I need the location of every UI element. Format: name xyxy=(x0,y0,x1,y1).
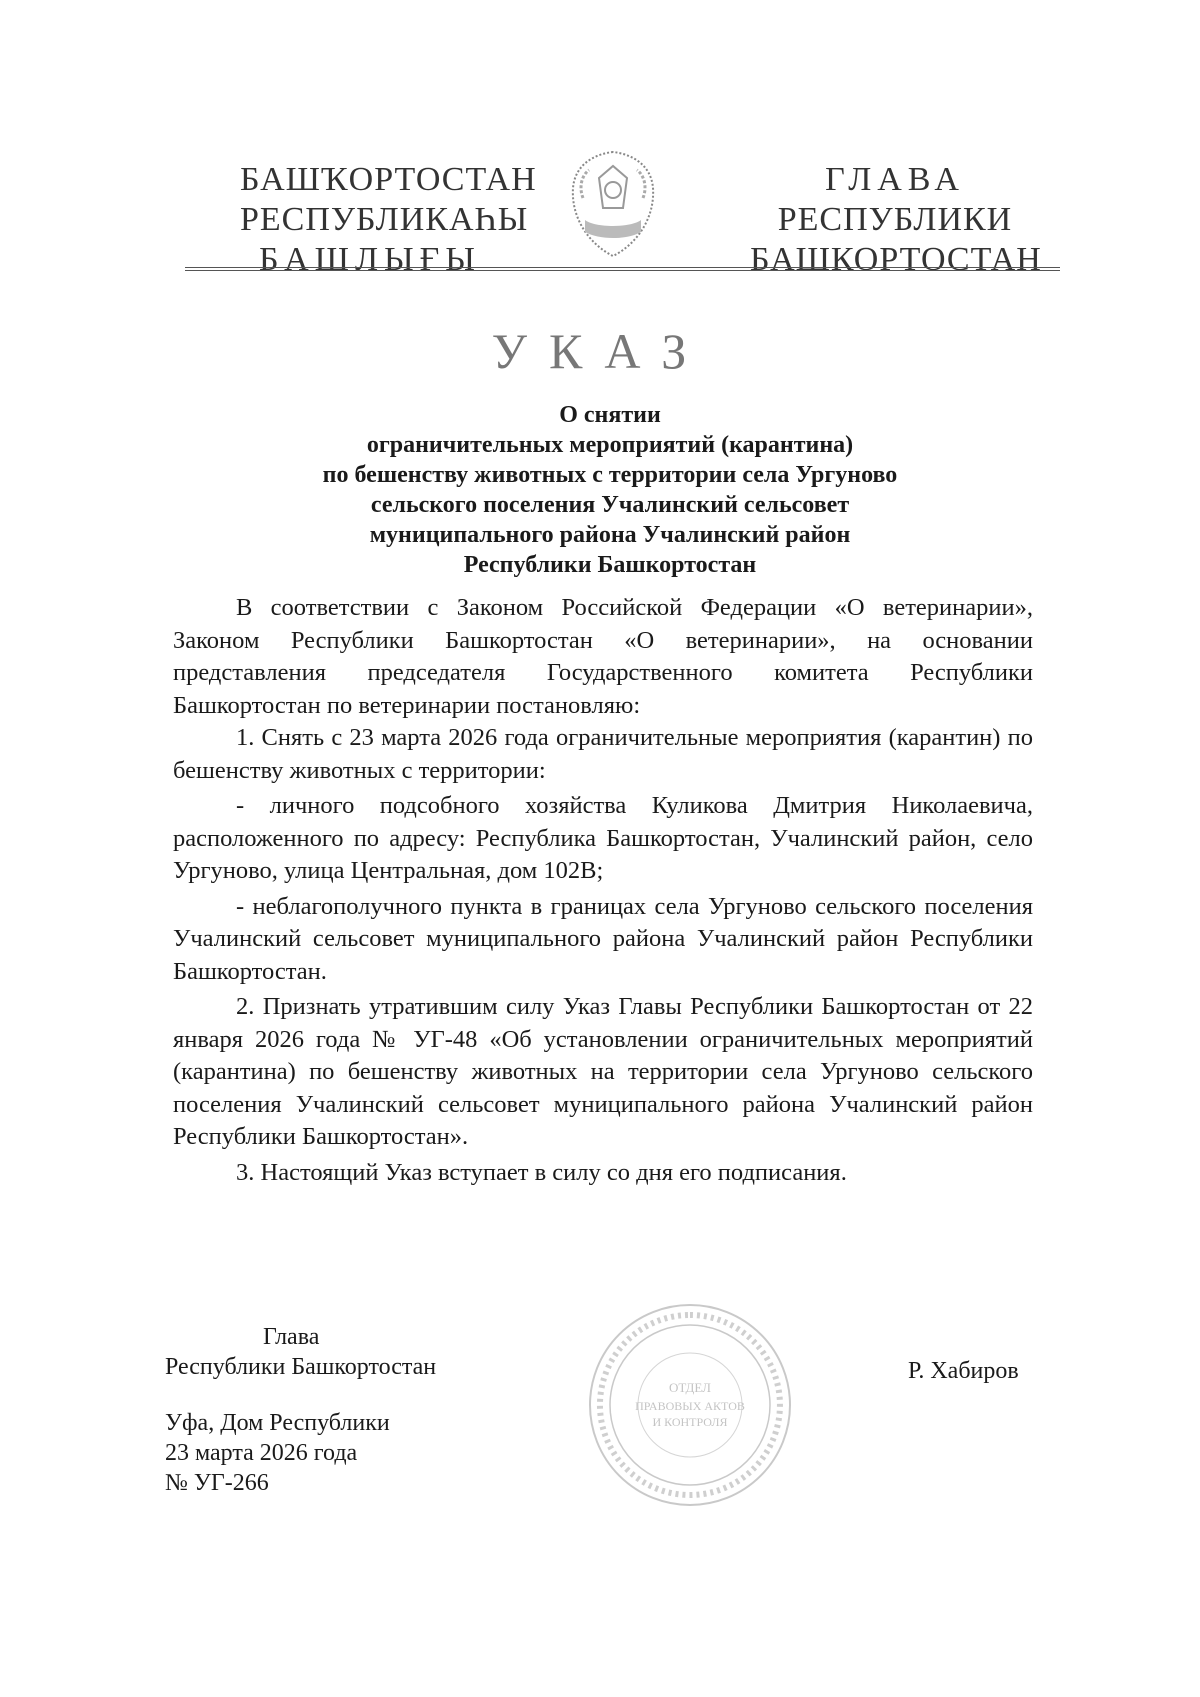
clause-1-item-a: - личного подсобного хозяйства Куликова Дмитрия Николаевича, расположенного по адресу: Республика Башкортостан, Учалинский район, село Ургуново, улица Центральная, дом 102В; xyxy=(173,792,1033,884)
title-line: Республики Башкортостан xyxy=(463,552,757,578)
title-line: по бешенству животных с территории села Ургуново xyxy=(322,462,898,488)
issue-details xyxy=(165,1408,390,1498)
title-line: О снятии xyxy=(559,402,661,428)
official-seal-stamp xyxy=(585,1300,795,1510)
seal-text-line: И КОНТРОЛЯ xyxy=(652,1415,728,1429)
signatory-role-line1: Глава xyxy=(263,1324,320,1350)
header-left-line: РЕСПУБЛИКАҺЫ xyxy=(240,201,529,238)
title-line: ограничительных мероприятий (карантина) xyxy=(366,432,854,458)
header-right-russian xyxy=(750,160,1040,280)
header-left-line: БАШҠОРТОСТАН xyxy=(240,161,537,198)
coat-of-arms-emblem xyxy=(565,148,661,260)
signatory-role xyxy=(165,1322,436,1382)
header-left-line: БАШЛЫҒЫ xyxy=(259,241,481,278)
header-right-line: РЕСПУБЛИКИ xyxy=(777,201,1013,238)
issue-date: 23 марта 2026 года xyxy=(165,1440,358,1466)
document-type-heading: УКАЗ xyxy=(491,323,709,379)
clause-2: 2. Признать утратившим силу Указ Главы Республики Башкортостан от 22 января 2026 года № УГ-48 «Об установлении ограничительных мероприятий (карантина) по бешенству животных на территории села Ургуново сельского поселения Учалинский сельсовет муниципального района Учалинский район Республики Башкортостан». xyxy=(173,993,1033,1150)
header-left-bashkir xyxy=(240,160,537,280)
clause-3: 3. Настоящий Указ вступает в силу со дня его подписания. xyxy=(236,1158,847,1186)
issue-place: Уфа, Дом Республики xyxy=(165,1410,390,1436)
header-divider xyxy=(185,267,1060,271)
title-line: муниципального района Учалинский район xyxy=(369,522,851,548)
title-line: сельского поселения Учалинский сельсовет xyxy=(370,492,850,518)
seal-text-line: ОТДЕЛ xyxy=(669,1380,711,1395)
header-right-line: ГЛАВА xyxy=(825,161,965,198)
signatory-name: Р. Хабиров xyxy=(908,1358,1019,1384)
signatory-role-line2: Республики Башкортостан xyxy=(165,1354,437,1380)
clause-1-item-b: - неблагополучного пункта в границах села Ургуново сельского поселения Учалинский сельсовет муниципального района Учалинский район Республики Башкортостан. xyxy=(173,892,1033,985)
header-right-line: БАШКОРТОСТАН xyxy=(750,241,1042,278)
seal-text-line: ПРАВОВЫХ АКТОВ xyxy=(635,1399,745,1413)
clause-1: 1. Снять с 23 марта 2026 года ограничительные мероприятия (карантин) по бешенству животных с территории: xyxy=(173,724,1033,784)
decree-body xyxy=(173,592,1033,1189)
preamble-paragraph: В соответствии с Законом Российской Федерации «О ветеринарии», Законом Республики Башкортостан «О ветеринарии», на основании представления председателя Государственного комитета Республики Башкортостан по ветеринарии постановляю: xyxy=(173,594,1033,719)
decree-title xyxy=(200,400,1020,580)
document-number: № УГ-266 xyxy=(165,1470,269,1496)
